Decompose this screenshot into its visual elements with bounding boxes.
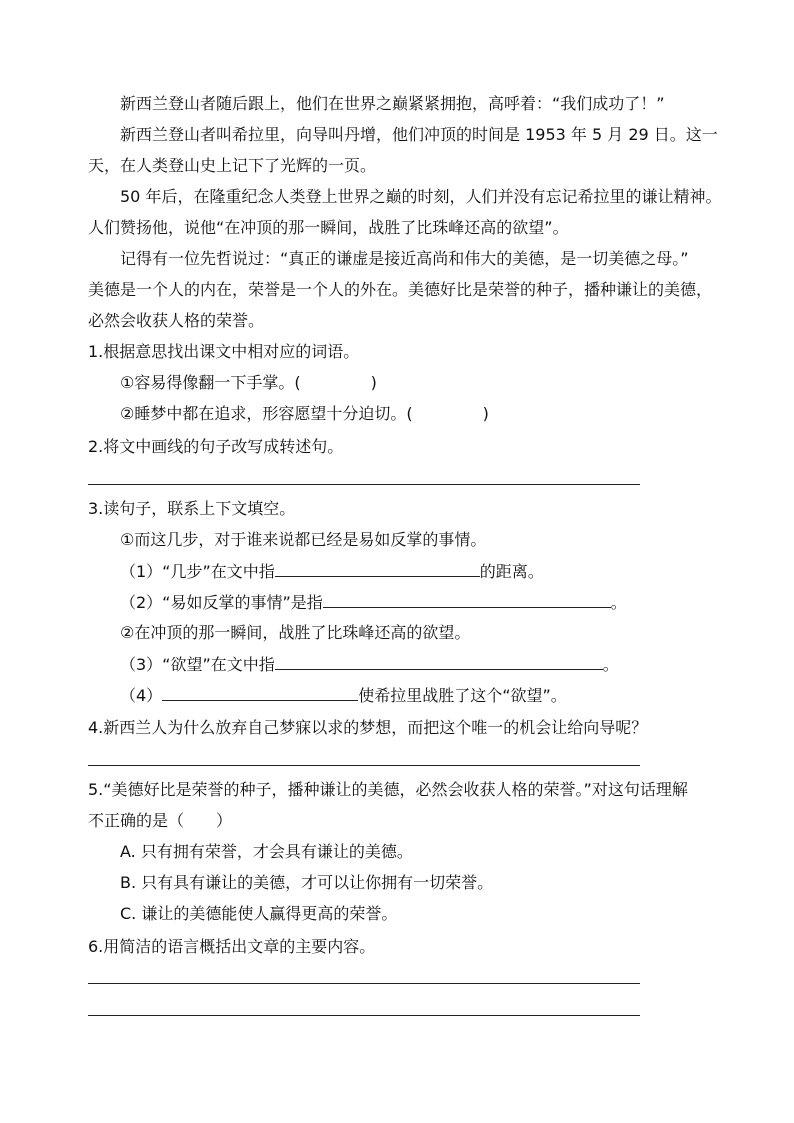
q5-option-a[interactable]: A. 只有拥有荣誉，才会具有谦让的美德。: [120, 842, 413, 861]
q2-title: 2.将文中画线的句子改写成转述句。: [88, 437, 344, 456]
q5-option-b[interactable]: B. 只有具有谦让的美德，才可以让你拥有一切荣誉。: [120, 873, 494, 892]
q5-title: 5.“美德好比是荣誉的种子，播种谦让的美德，必然会收获人格的荣誉。”对这句话理解: [88, 780, 688, 799]
q1-item-b-text: ②睡梦中都在追求，形容愿望十分迫切。(: [120, 404, 413, 423]
q3-part-1-blank[interactable]: [275, 560, 480, 577]
q4-title: 4.新西兰人为什么放弃自己梦寐以求的梦想，而把这个唯一的机会让给向导呢？: [88, 718, 648, 737]
passage-line-1: 新西兰登山者随后跟上，他们在世界之巅紧紧拥抱，高呼着：“我们成功了！”: [120, 94, 665, 113]
passage-line-3: 天，在人类登山史上记下了光辉的一页。: [88, 156, 377, 175]
q3-part-4-blank[interactable]: [162, 684, 358, 701]
q3-sentence-2: ②在冲顶的那一瞬间，战胜了比珠峰还高的欲望。: [120, 623, 471, 642]
q3-part-2-text: （2）“易如反掌的事情”是指: [120, 593, 323, 612]
passage-line-6: 记得有一位先哲说过：“真正的谦虚是接近高尚和伟大的美德，是一切美德之母。”: [120, 249, 689, 268]
q3-part-3-end: 。: [602, 655, 619, 674]
q1-item-a: [120, 372, 740, 394]
q3-part-4-text: （4）: [120, 686, 163, 705]
q3-part-1-text: （1）“几步”在文中指: [120, 562, 275, 581]
q3-part-4-end: 使希拉里战胜了这个“欲望”。: [358, 686, 567, 705]
q1-title: 1.根据意思找出课文中相对应的词语。: [88, 342, 360, 361]
q1-item-b-end: ): [482, 404, 489, 423]
q4-answer-line[interactable]: [88, 765, 640, 766]
q1-answer-a[interactable]: [301, 372, 371, 388]
passage-line-7: 美德是一个人的内在，荣誉是一个人的外在。美德好比是荣誉的种子，播种谦让的美德，: [88, 280, 713, 299]
q3-part-2-blank[interactable]: [323, 591, 611, 608]
q3-title: 3.读句子，联系上下文填空。: [88, 499, 296, 518]
q5-title-2: 不正确的是（ ）: [88, 811, 233, 830]
passage-line-2: 新西兰登山者叫希拉里，向导叫丹增，他们冲顶的时间是 1953 年 5 月 29 日。这一: [120, 125, 718, 144]
q3-part-2: [120, 591, 740, 614]
passage-line-4: 50 年后，在隆重纪念人类登上世界之巅的时刻，人们并没有忘记希拉里的谦让精神。: [120, 187, 722, 206]
q6-title: 6.用简洁的语言概括出文章的主要内容。: [88, 937, 376, 956]
q3-part-4: [120, 684, 740, 707]
passage-line-5: 人们赞扬他，说他“在冲顶的那一瞬间，战胜了比珠峰还高的欲望”。: [88, 218, 569, 237]
q1-item-a-end: ): [370, 373, 377, 392]
q6-answer-line-2[interactable]: [88, 1015, 640, 1016]
q1-item-a-text: ①容易得像翻一下手掌。(: [120, 373, 301, 392]
passage-line-8: 必然会收获人格的荣誉。: [88, 311, 265, 330]
q6-answer-line-1[interactable]: [88, 983, 640, 984]
q2-answer-line[interactable]: [88, 484, 640, 485]
q3-part-1: [120, 560, 740, 583]
q3-sentence-1: ①而这几步，对于谁来说都已经是易如反掌的事情。: [120, 530, 487, 549]
q3-part-3-text: （3）“欲望”在文中指: [120, 655, 275, 674]
q3-part-1-end: 的距离。: [479, 562, 544, 581]
q3-part-2-end: 。: [610, 593, 627, 612]
q1-item-b: [120, 403, 740, 425]
q3-part-3-blank[interactable]: [275, 653, 603, 670]
q5-option-c[interactable]: C. 谦让的美德能使人赢得更高的荣誉。: [120, 904, 398, 923]
q1-answer-b[interactable]: [413, 403, 483, 419]
q3-part-3: [120, 653, 740, 676]
